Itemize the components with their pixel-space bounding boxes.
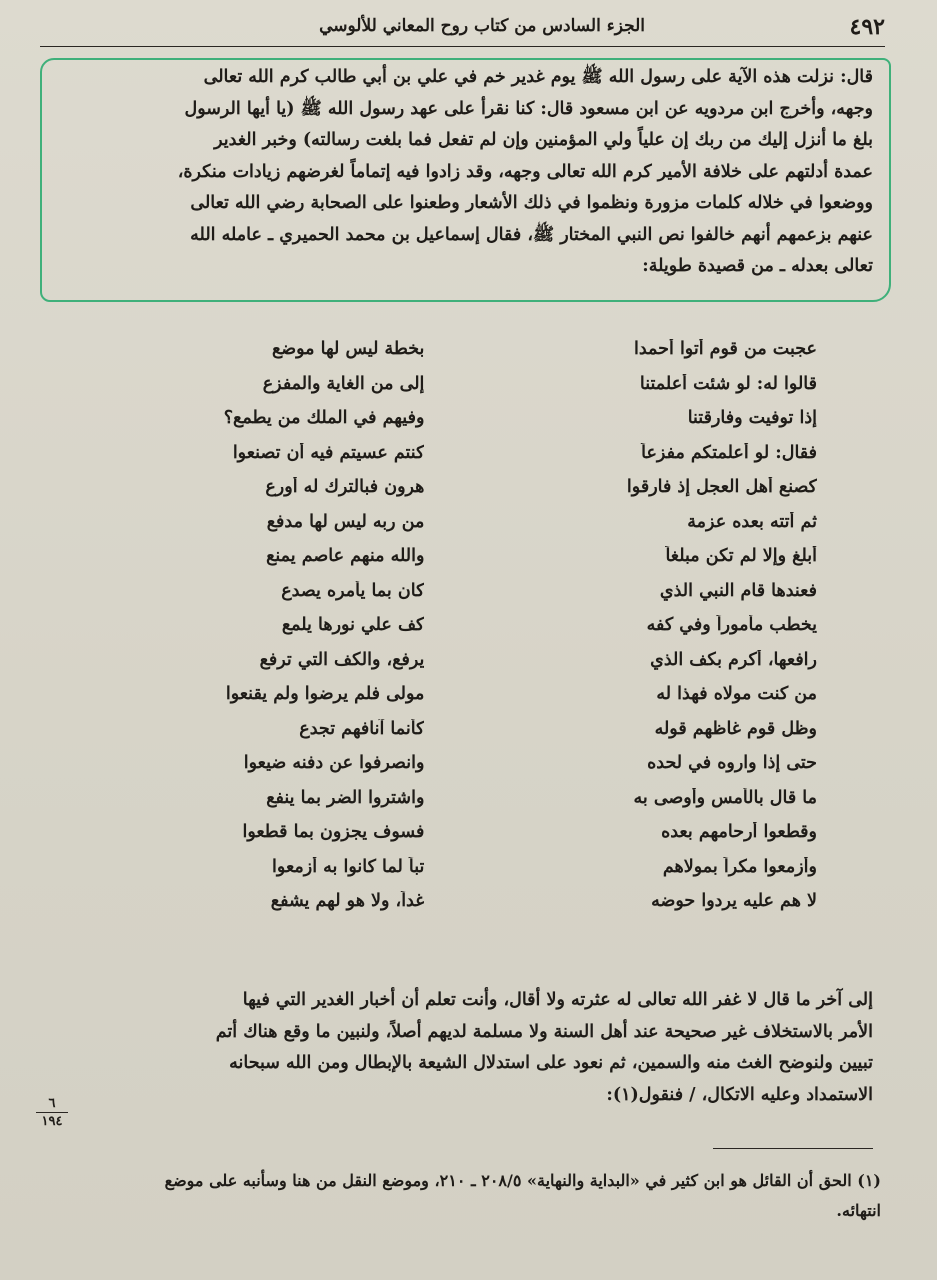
footnote-line: (١) الحق أن القائل هو ابن كثير في «البداية والنهاية» ٢٠٨/٥ ـ ٢١٠، وموضع النقل من هنا وسأنبه على موضع <box>164 1171 881 1190</box>
poem-verse <box>90 746 817 781</box>
poem-verse <box>90 367 817 402</box>
hemistich-first: يخطب مأموراً وفي كفه <box>646 615 817 636</box>
hemistich-first: فعندها قام النبي الذي <box>659 580 817 601</box>
hemistich-first: وقطعوا أرحامهم بعده <box>661 822 817 843</box>
hemistich-second: وفيهم في الملك من يطمع؟ <box>223 408 425 429</box>
prose-line: إلى آخر ما قال لا غفر الله تعالى له عثرته ولا أقال، وأنت تعلم أن أخبار الغدير التي فيها <box>242 990 873 1010</box>
hemistich-second: كنتم عسيتم فيه أن تصنعوا <box>232 442 425 463</box>
hemistich-first: إذا توفيت وفارقتنا <box>687 408 817 429</box>
hemistich-first: لا هم عليه يردوا حوضه <box>651 891 817 912</box>
hemistich-first: أبلغ وإلا لم تكن مبلغاً <box>665 546 817 567</box>
hemistich-second: كان بما يأمره يصدع <box>281 580 425 601</box>
poem-verse <box>90 712 817 747</box>
poem-verse <box>90 781 817 816</box>
prose-line: بلغ ما أنزل إليك من ربك إن علياً ولي المؤمنين وإن لم تفعل فما بلغت رسالته) وخبر الغدير <box>214 130 873 150</box>
poem-verse <box>90 677 817 712</box>
footnotes <box>46 1166 881 1226</box>
poem-verse <box>90 505 817 540</box>
prose-top <box>46 62 873 283</box>
hemistich-second: إلى من الغاية والمفزع <box>262 373 425 394</box>
prose-line: ووضعوا في خلاله كلمات مزورة ونظموا في ذلك الأشعار وطعنوا على الصحابة رضي الله تعالى <box>190 193 873 213</box>
hemistich-first: وظل قوم غاظهم قوله <box>654 718 817 739</box>
poem-verse <box>90 574 817 609</box>
margin-reference <box>36 1096 68 1129</box>
poem-verse <box>90 850 817 885</box>
poem-verse <box>90 436 817 471</box>
hemistich-first: رافعها، أكرم بكف الذي <box>650 649 817 670</box>
hemistich-first: حتى إذا واروه في لحده <box>647 753 817 774</box>
poem-verse <box>90 643 817 678</box>
margin-reference-top: ٦ <box>48 1096 56 1111</box>
hemistich-second: يرفع، والكف التي ترفع <box>259 649 425 670</box>
poem-verse <box>90 539 817 574</box>
poem-verse <box>90 815 817 850</box>
prose-line: عنهم بزعمهم أنهم خالفوا نص النبي المختار ﷺ، فقال إسماعيل بن محمد الحميري ـ عامله الله <box>190 224 873 245</box>
hemistich-second: وانصرفوا عن دفنه ضيعوا <box>243 753 425 774</box>
hemistich-second: من ربه ليس لها مدفع <box>266 511 425 532</box>
poem-verse <box>90 884 817 919</box>
hemistich-second: والله منهم عاصم يمنع <box>266 546 425 567</box>
prose-line: الاستمداد وعليه الاتكال، / فنقول(١): <box>606 1084 873 1105</box>
poem <box>90 332 817 919</box>
poem-verse <box>90 401 817 436</box>
poem-verse <box>90 608 817 643</box>
margin-reference-bottom: ١٩٤ <box>41 1114 63 1129</box>
hemistich-first: من كنت مولاه فهذا له <box>656 684 817 705</box>
hemistich-second: غداً، ولا هو لهم يشفع <box>270 891 425 912</box>
hemistich-first: عجبت من قوم أتوا أحمدا <box>634 339 817 360</box>
hemistich-first: وأزمعوا مكراً بمولاهم <box>662 856 817 877</box>
page-header <box>40 10 885 47</box>
hemistich-second: مولى فلم يرضوا ولم يقنعوا <box>225 684 425 705</box>
poem-verse <box>90 470 817 505</box>
page-number: ٤٩٢ <box>849 14 885 40</box>
hemistich-first: قالوا له: لو شئت أعلمتنا <box>639 373 817 394</box>
hemistich-second: واشتروا الضر بما ينفع <box>266 787 425 808</box>
prose-line: قال: نزلت هذه الآية على رسول الله ﷺ يوم غدير خم في علي بن أبي طالب كرم الله تعالى <box>203 67 873 87</box>
prose-line: وجهه، وأخرج ابن مردويه عن ابن مسعود قال: كنا نقرأ على عهد رسول الله ﷺ (يا أيها الرسول <box>184 98 873 119</box>
hemistich-second: بخطة ليس لها موضع <box>271 339 425 360</box>
prose-bottom <box>46 985 873 1111</box>
prose-line: تبيين ولنوضح الغث منه والسمين، ثم نعود على استدلال الشيعة بالإبطال ومن الله سبحانه <box>229 1053 873 1073</box>
poem-verse <box>90 332 817 367</box>
running-title: الجزء السادس من كتاب روح المعاني للألوسي <box>319 16 645 36</box>
hemistich-second: فسوف يجزون بما قطعوا <box>242 822 425 843</box>
margin-reference-bar <box>36 1112 68 1113</box>
footnote-divider <box>713 1148 873 1149</box>
hemistich-second: هرون فبالترك له أورع <box>265 477 425 498</box>
prose-line: تعالى بعدله ـ من قصيدة طويلة: <box>642 256 873 276</box>
hemistich-first: كصنع أهل العجل إذ فارقوا <box>626 477 817 498</box>
hemistich-second: كف علي نورها يلمع <box>281 615 425 636</box>
hemistich-second: كأنما آنافهم تجدع <box>299 718 425 739</box>
hemistich-second: تباً لما كانوا به أزمعوا <box>272 856 425 877</box>
hemistich-first: فقال: لو أعلمتكم مفزعاً <box>641 442 817 463</box>
hemistich-first: ما قال بالأمس وأوصى به <box>633 787 817 808</box>
footnote-line: انتهائه. <box>836 1201 881 1220</box>
hemistich-first: ثم أتته بعده عزمة <box>687 511 817 532</box>
prose-line: الأمر بالاستخلاف غير صحيحة عند أهل السنة ولا مسلمة لديهم أصلاً، ولنبين ما وقع هناك أتم <box>215 1021 873 1042</box>
prose-line: عمدة أدلتهم على خلافة الأمير كرم الله تعالى وجهه، وقد زادوا فيه إتماماً لغرضهم زيادات منكرة، <box>177 161 873 182</box>
